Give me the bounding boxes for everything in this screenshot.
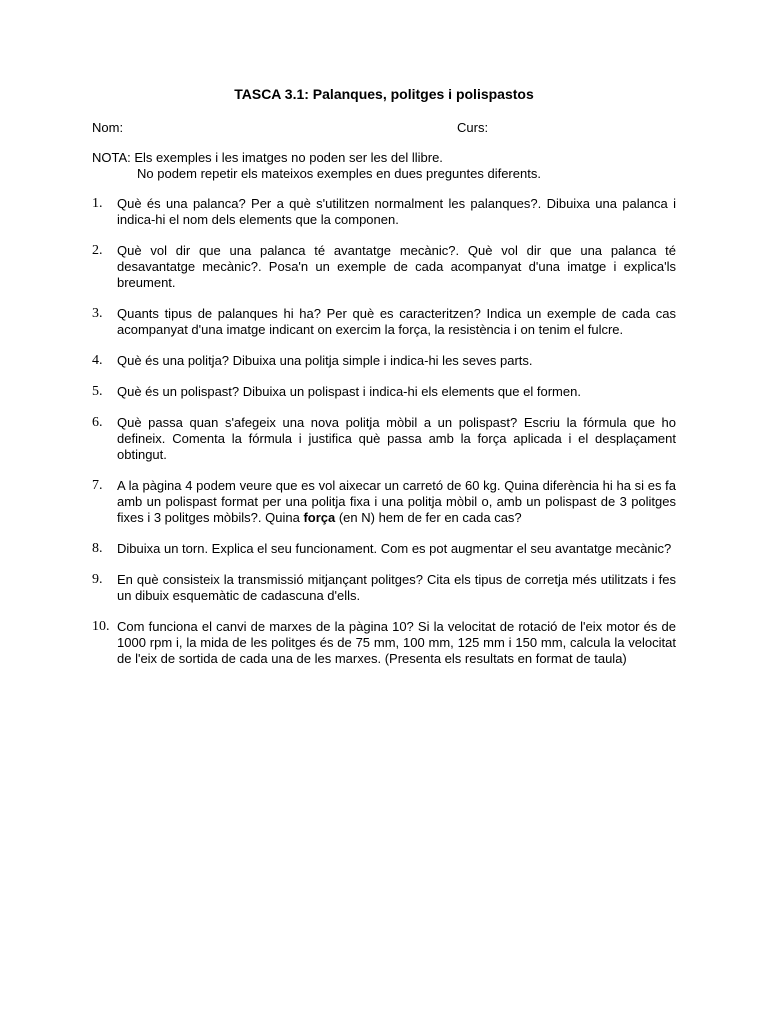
question-number: 7. <box>92 478 103 493</box>
question-list <box>92 196 676 682</box>
name-label: Nom: <box>92 120 124 135</box>
question-number: 3. <box>92 306 103 321</box>
question-text: Com funciona el canvi de marxes de la pàgina 10? Si la velocitat de rotació de l'eix motor és de 1000 rpm i, la mida de les politges és de 75 mm, 100 mm, 125 mm i 150 mm, calcula la velocitat de l'eix de sortida de cada una de les marxes. (Presenta els resultats en format de taula) <box>117 619 676 666</box>
question-text <box>117 478 676 525</box>
question-item-1 <box>92 196 676 228</box>
question-text: Quants tipus de palanques hi ha? Per què es caracteritzen? Indica un exemple de cada cas acompanyat d'una imatge indicant on exercim la força, la resistència i on tenim el fulcre. <box>117 306 676 337</box>
question-text: Què vol dir que una palanca té avantatge mecànic?. Què vol dir que una palanca té desavantatge mecànic?. Posa'n un exemple de cada acompanyat d'una imatge i explica'ls breument. <box>117 243 676 290</box>
question-number: 6. <box>92 415 103 430</box>
question-text-part: (en N) hem de fer en cada cas? <box>335 510 522 525</box>
course-label: Curs: <box>457 120 489 135</box>
question-number: 1. <box>92 196 103 211</box>
question-number: 10. <box>92 619 110 634</box>
note-line-1: NOTA: Els exemples i les imatges no poden ser les del llibre. <box>92 150 443 165</box>
question-item-9 <box>92 572 676 604</box>
question-text: En què consisteix la transmissió mitjançant politges? Cita els tipus de corretja més utilitzats i fes un dibuix esquemàtic de cadascuna d'ells. <box>117 572 676 603</box>
bold-term: força <box>303 510 336 525</box>
question-number: 4. <box>92 353 103 368</box>
question-text: Dibuixa un torn. Explica el seu funcionament. Com es pot augmentar el seu avantatge mecànic? <box>117 541 672 556</box>
student-header <box>92 120 676 136</box>
question-text: Què és una politja? Dibuixa una politja simple i indica-hi les seves parts. <box>117 353 533 368</box>
question-text-part: A la pàgina 4 podem veure que es vol aixecar un carretó de 60 kg. Quina diferència hi ha si es fa amb un polispast format per una politja fixa i una politja mòbil o, amb un polispast de 3 politges fixes i 3 politges mòbils?. Quina <box>117 478 676 525</box>
question-number: 9. <box>92 572 103 587</box>
question-number: 8. <box>92 541 103 556</box>
question-item-10 <box>92 619 676 667</box>
note-block <box>92 150 676 182</box>
question-item-5 <box>92 384 676 400</box>
question-text: Què és un polispast? Dibuixa un polispast i indica-hi els elements que el formen. <box>117 384 581 399</box>
page-title: TASCA 3.1: Palanques, politges i polispastos <box>234 86 534 102</box>
question-number: 2. <box>92 243 103 258</box>
question-item-8 <box>92 541 676 557</box>
question-text: Què passa quan s'afegeix una nova politja mòbil a un polispast? Escriu la fórmula que ho defineix. Comenta la fórmula i justifica què passa amb la força aplicada i el desplaçament obtingut. <box>117 415 676 462</box>
note-line-2: No podem repetir els mateixos exemples en dues preguntes diferents. <box>137 166 541 181</box>
question-item-6 <box>92 415 676 463</box>
question-item-4 <box>92 353 676 369</box>
question-number: 5. <box>92 384 103 399</box>
question-item-7 <box>92 478 676 526</box>
question-item-3 <box>92 306 676 338</box>
question-text: Què és una palanca? Per a què s'utilitzen normalment les palanques?. Dibuixa una palanca i indica-hi el nom dels elements que la componen. <box>117 196 676 227</box>
question-item-2 <box>92 243 676 291</box>
